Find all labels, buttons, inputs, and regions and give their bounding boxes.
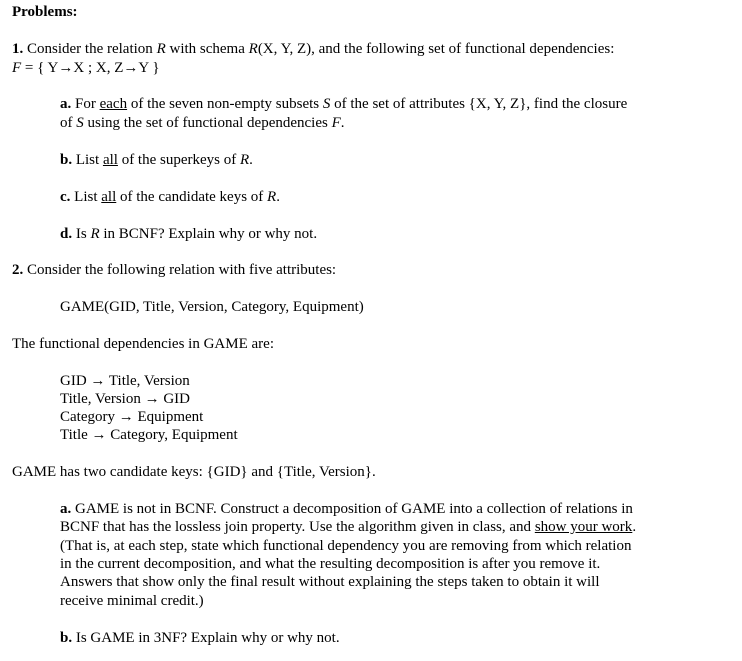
question-label: c. <box>60 189 71 205</box>
question-1b: b. List all of the superkeys of R. <box>60 152 253 168</box>
fd-item: Title, Version → GID <box>60 391 191 407</box>
question-2a-line-6: receive minimal credit.) <box>60 593 204 609</box>
question-2a-line-2: BCNF that has the lossless join property. Use the algorithm given in class, and show your work. <box>60 519 637 535</box>
fd-set-name: F <box>12 60 22 76</box>
question-2a-line-3: (That is, at each step, state which functional dependency you are removing from which relation <box>60 538 632 554</box>
question-1c: c. List all of the candidate keys of R. <box>60 189 280 205</box>
question-label: a. <box>60 96 72 112</box>
game-schema: GAME(GID, Title, Version, Category, Equipment) <box>60 299 364 315</box>
question-2a-line-1: a. GAME is not in BCNF. Construct a decomposition of GAME into a collection of relations in <box>60 501 633 517</box>
question-label: b. <box>60 152 73 168</box>
fd-set <box>12 59 160 77</box>
question-label: b. <box>60 630 73 646</box>
question-2a-line-5: Answers that show only the final result without explaining the steps taken to obtain it will <box>60 574 600 590</box>
fd-item: Category → Equipment <box>60 409 204 425</box>
question-label: d. <box>60 226 73 242</box>
problem-number: 1. <box>12 41 24 57</box>
problem-1-intro: 1. Consider the relation R with schema R(X, Y, Z), and the following set of functional dependencies: <box>12 41 615 57</box>
problem-2-intro: 2. Consider the following relation with five attributes: <box>12 262 337 278</box>
question-1a-line-1: a. For each of the seven non-empty subsets S of the set of attributes {X, Y, Z}, find the closure <box>60 96 628 112</box>
page-heading: Problems: <box>12 4 78 20</box>
question-1d: d. Is R in BCNF? Explain why or why not. <box>60 226 318 242</box>
relation-var: R <box>248 41 258 57</box>
question-label: a. <box>60 501 72 517</box>
fd-item: GID → Title, Version <box>60 373 190 389</box>
relation-var: R <box>156 41 166 57</box>
fd-set-body: = { Y→X ; X, Z→Y } <box>21 60 160 76</box>
question-2a-line-4: in the current decomposition, and what the resulting decomposition is after you remove it. <box>60 556 601 572</box>
candidate-keys-line: GAME has two candidate keys: {GID} and {Title, Version}. <box>12 464 376 480</box>
question-2b: b. Is GAME in 3NF? Explain why or why not. <box>60 630 340 646</box>
problem-number: 2. <box>12 262 24 278</box>
question-1a-line-2: of S using the set of functional dependencies F. <box>60 115 345 131</box>
fd-item: Title → Category, Equipment <box>60 427 238 443</box>
fd-intro: The functional dependencies in GAME are: <box>12 336 274 352</box>
